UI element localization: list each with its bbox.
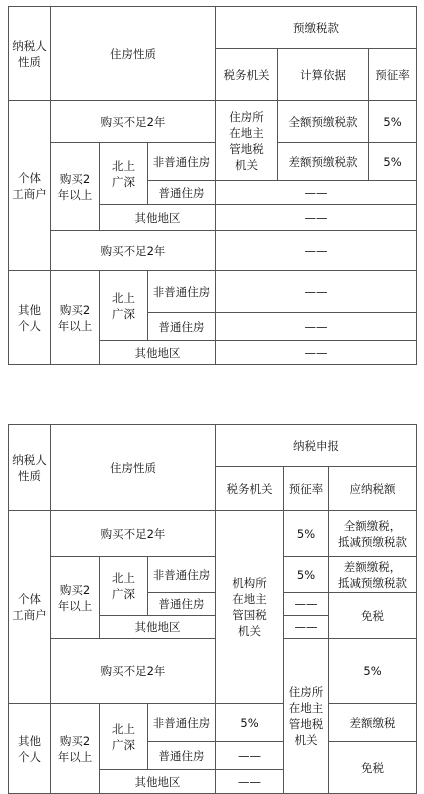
- non-ordinary-housing: 非普通住房: [148, 704, 216, 742]
- housing-under-2-years: 购买不足2年: [51, 511, 216, 557]
- header-rate: 预征率: [284, 467, 329, 511]
- tax-payable-cell: 差额缴税: [329, 704, 417, 742]
- non-ordinary-housing: 非普通住房: [148, 557, 216, 593]
- region-tier1-cities: 北上 广深: [100, 557, 148, 616]
- calculation-basis-cell: 全额预缴税款: [278, 101, 369, 143]
- housing-under-2-years: 购买不足2年: [51, 231, 216, 271]
- region-tier1-cities: 北上 广深: [100, 143, 148, 205]
- dash-cell: ——: [216, 742, 284, 770]
- rate-cell: 5%: [284, 557, 329, 593]
- header-taxpayer-type: 纳税人 性质: [9, 7, 51, 101]
- dash-cell: ——: [216, 231, 417, 271]
- non-ordinary-housing: 非普通住房: [148, 271, 216, 313]
- tax-payable-exempt: 免税: [329, 593, 417, 639]
- header-housing-type: 住房性质: [51, 425, 216, 511]
- header-calculation-basis: 计算依据: [278, 49, 369, 101]
- header-tax-filing: 纳税申报: [216, 425, 417, 467]
- dash-cell: ——: [216, 181, 417, 205]
- dash-cell: ——: [284, 616, 329, 639]
- calculation-basis-cell: 差额预缴税款: [278, 143, 369, 181]
- ordinary-housing: 普通住房: [148, 181, 216, 205]
- dash-cell: ——: [284, 593, 329, 616]
- ordinary-housing: 普通住房: [148, 742, 216, 770]
- tax-payable-cell: 差额缴税， 抵减预缴税款: [329, 557, 417, 593]
- rate-cell: 5%: [369, 101, 417, 143]
- rate-cell: 5%: [369, 143, 417, 181]
- housing-over-2-years: 购买2 年以上: [51, 704, 100, 794]
- housing-under-2-years: 购买不足2年: [51, 639, 216, 704]
- group-other-individuals: 其他 个人: [9, 271, 51, 365]
- group-other-individuals: 其他 个人: [9, 704, 51, 794]
- tax-payable-cell: 全额缴税， 抵减预缴税款: [329, 511, 417, 557]
- dash-cell: ——: [216, 205, 417, 231]
- housing-over-2-years: 购买2 年以上: [51, 557, 100, 639]
- dash-cell: ——: [216, 271, 417, 313]
- header-tax-authority: 税务机关: [216, 49, 278, 101]
- prepayment-table: [8, 6, 417, 365]
- tax-authority-cell: 住房所 在地主 管地税 机关: [284, 639, 329, 794]
- region-tier1-cities: 北上 广深: [100, 704, 148, 770]
- ordinary-housing: 普通住房: [148, 313, 216, 341]
- group-individual-business: 个体 工商户: [9, 511, 51, 704]
- housing-under-2-years: 购买不足2年: [51, 101, 216, 143]
- housing-over-2-years: 购买2 年以上: [51, 143, 100, 231]
- header-tax-payable: 应纳税额: [329, 467, 417, 511]
- region-other: 其他地区: [100, 616, 216, 639]
- region-other: 其他地区: [100, 205, 216, 231]
- rate-cell: 5%: [216, 704, 284, 742]
- tax-filing-table: [8, 424, 417, 794]
- header-prepayment: 预缴税款: [216, 7, 417, 49]
- header-housing-type: 住房性质: [51, 7, 216, 101]
- region-tier1-cities: 北上 广深: [100, 271, 148, 341]
- rate-cell: 5%: [329, 639, 417, 704]
- tax-authority-cell: 住房所 在地主 管地税 机关: [216, 101, 278, 181]
- region-other: 其他地区: [100, 770, 216, 794]
- dash-cell: ——: [216, 770, 284, 794]
- region-other: 其他地区: [100, 341, 216, 365]
- header-rate: 预征率: [369, 49, 417, 101]
- non-ordinary-housing: 非普通住房: [148, 143, 216, 181]
- ordinary-housing: 普通住房: [148, 593, 216, 616]
- dash-cell: ——: [216, 313, 417, 341]
- housing-over-2-years: 购买2 年以上: [51, 271, 100, 365]
- dash-cell: ——: [216, 341, 417, 365]
- header-taxpayer-type: 纳税人 性质: [9, 425, 51, 511]
- group-individual-business: 个体 工商户: [9, 101, 51, 271]
- tax-authority-cell: 机构所 在地主 管国税 机关: [216, 511, 284, 704]
- header-tax-authority: 税务机关: [216, 467, 284, 511]
- tax-payable-exempt: 免税: [329, 742, 417, 794]
- rate-cell: 5%: [284, 511, 329, 557]
